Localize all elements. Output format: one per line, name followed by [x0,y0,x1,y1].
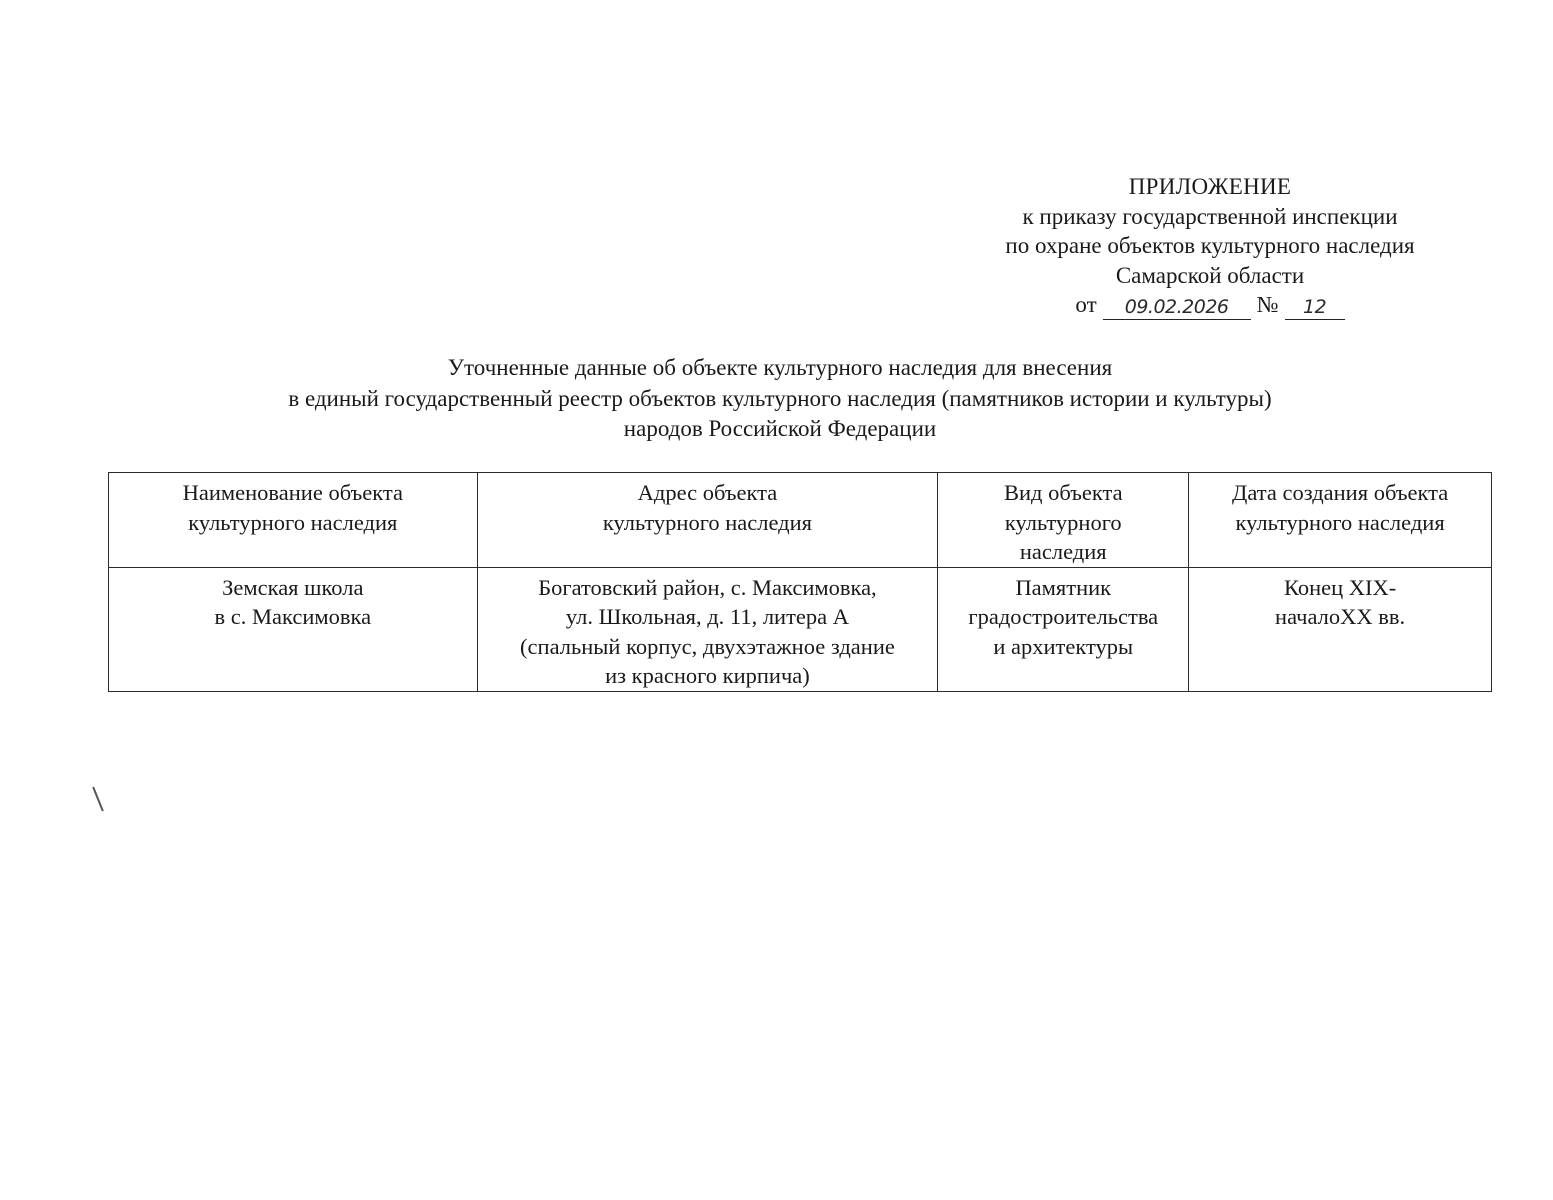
heritage-data-table [108,472,1492,692]
cell-text: ул. Школьная, д. 11, литера А [565,604,850,629]
scan-artifact-mark [92,787,104,812]
header-text: наследия [1019,539,1107,564]
number-label: № [1256,292,1279,317]
cell-text: в с. Максимовка [214,604,372,629]
cell-object-type [938,567,1189,691]
cell-object-name [109,567,478,691]
handwritten-number: 12 [1285,295,1345,320]
cell-object-date [1189,567,1492,691]
appendix-header [960,172,1460,320]
header-text: Дата создания объекта [1232,480,1449,505]
cell-object-address [477,567,938,691]
header-text: культурного наследия [602,509,813,535]
cell-text: Памятник [1015,574,1112,600]
header-text: культурного наследия [1235,509,1445,535]
heading-line: народов Российской Федерации [623,416,937,441]
cell-text: Конец XIX- [1283,574,1397,600]
cell-text: из красного кирпича) [605,663,810,688]
order-date-number [1075,290,1344,320]
header-text: Адрес объекта [637,480,778,505]
header-cell-name [109,473,478,568]
cell-text: Земская школа [222,574,364,600]
appendix-line: к приказу государственной инспекции [1022,203,1398,229]
table-header-row [109,473,1492,568]
appendix-title: ПРИЛОЖЕНИЕ [1128,174,1292,199]
cell-text: началоXX вв. [1275,604,1406,629]
header-text: Наименование объекта [182,480,403,505]
header-text: культурного [1004,509,1122,535]
header-cell-date [1189,473,1492,568]
header-text: культурного наследия [188,509,398,535]
cell-text: Богатовский район, с. Максимовка, [538,574,877,600]
cell-text: (спальный корпус, двухэтажное здание [520,633,895,659]
heading-line: Уточненные данные об объекте культурного наследия для внесения [447,355,1113,380]
header-cell-type [938,473,1189,568]
appendix-line: по охране объектов культурного наследия [1005,233,1415,258]
handwritten-date: 09.02.2026 [1103,295,1251,320]
cell-text: градостроительства [968,604,1159,629]
from-label: от [1075,292,1097,317]
document-heading [100,353,1460,445]
cell-text: и архитектуры [993,633,1134,659]
header-cell-address [477,473,938,568]
heading-line: в единый государственный реестр объектов культурного наследия (памятников истории и культуры) [288,385,1272,411]
appendix-line: Самарской области [1115,262,1305,288]
header-text: Вид объекта [1003,480,1123,505]
table-row [109,567,1492,691]
